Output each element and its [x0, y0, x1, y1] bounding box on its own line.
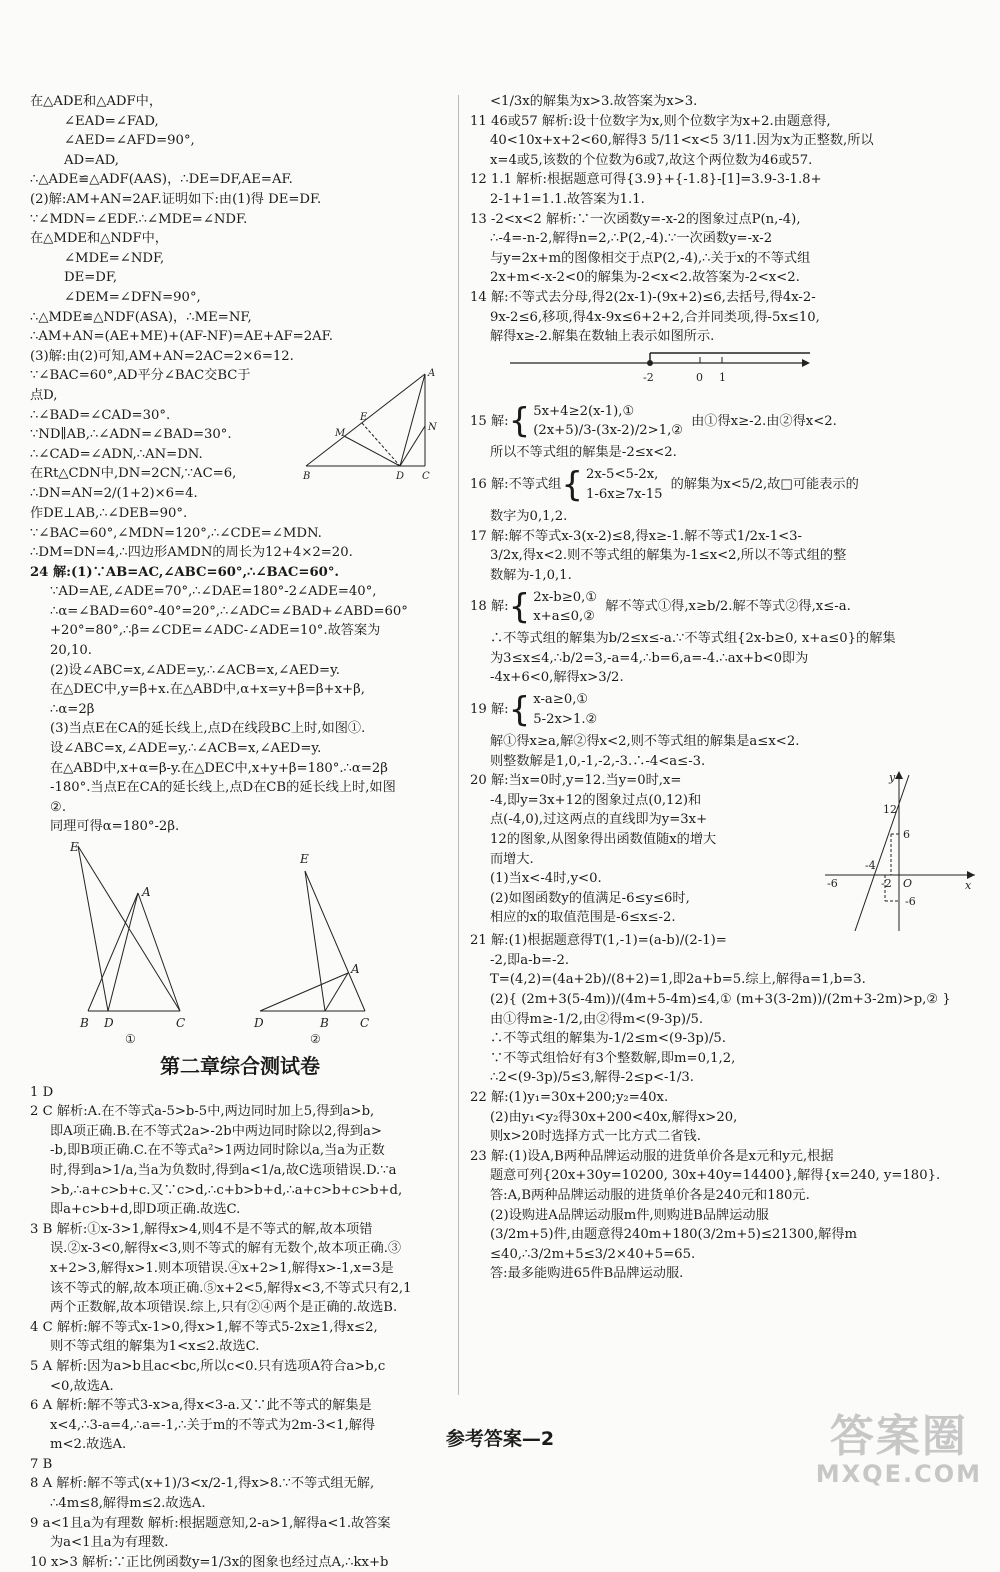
brace-icon: {	[508, 690, 531, 731]
text-line: 即a+c>b+d,即D项正确.故选C.	[50, 1202, 241, 1218]
text-line: ∴∠BAD=∠CAD=30°.	[30, 407, 171, 423]
text-line: 22 解:(1)y₁=30x+200;y₂=40x.	[470, 1090, 669, 1105]
system-lines	[533, 690, 597, 729]
q15-label: 15 解:	[470, 413, 509, 429]
text-line: 8 A 解析:解不等式(x+1)/3<x/2-1,得x>8.∵不等式组无解,	[30, 1476, 375, 1492]
text-line: 11 46或57 解析:设十位数字为x,则个位数字为x+2.由题意得,	[470, 113, 831, 129]
text-line: T=(4,2)=(4a+2b)/(8+2)=1,即2a+b=5.综上,解得a=1,b=3.	[490, 972, 866, 988]
system-lines	[533, 402, 683, 441]
text-line: 而增大.	[490, 851, 534, 867]
q20-text	[470, 771, 825, 931]
tick-label: -4	[865, 859, 876, 873]
text-line: m<2.故选A.	[50, 1437, 127, 1453]
text-line: 20,10.	[50, 643, 92, 659]
text-line: 3 B 解析:①x-3>1,解得x>4,则4不是不等式的解,故本项错	[30, 1221, 373, 1237]
text-line: 数解为-1,0,1.	[490, 567, 572, 583]
label-C: C	[360, 1016, 370, 1030]
axis-label-y: y	[889, 771, 896, 785]
label-D: D	[104, 1016, 114, 1030]
brace-icon: {	[508, 401, 531, 442]
watermark-line: MXQE.COM	[815, 1460, 982, 1488]
text-line: 在△ABD中,x+α=β-y.在△DEC中,x+y+β=180°.∴α=2β	[50, 760, 388, 776]
text-line: 21 解:(1)根据题意得T(1,-1)=(a-b)/(2-1)=	[470, 933, 727, 949]
text-line: 即A项正确.B.在不等式2a>-2b中两边同时除以2,得到a>	[50, 1123, 382, 1139]
q19	[470, 690, 975, 730]
text-line: ∴-4=-n-2,解得n=2,∴P(2,-4).∵一次函数y=-x-2	[490, 231, 773, 247]
label-E: E	[70, 841, 79, 854]
text-line: ∴DN=AN=2/(1+2)×6=4.	[30, 486, 198, 502]
tick-label: -6	[827, 877, 838, 891]
text-line: 点D,	[30, 387, 58, 403]
text-line: 14 解:不等式去分母,得2(2x-1)-(9x+2)≤6,去括号,得4x-2-	[470, 289, 816, 305]
text-line: ∴2<(9-3p)/5≤3,解得-2≤p<-1/3.	[490, 1070, 694, 1086]
text-line: ∵不等式组恰好有3个整数解,即m=0,1,2,	[490, 1050, 736, 1066]
q18-label: 18 解:	[470, 599, 509, 615]
chapter-title: 第二章综合测试卷	[160, 1054, 320, 1078]
text-line: 解①得x≥a,解②得x<2,则不等式组的解集是a≤x<2.	[490, 734, 800, 750]
triangle-figure	[300, 366, 445, 484]
text-line: ∵ND∥AB,∴∠ADN=∠BAD=30°.	[30, 427, 232, 443]
text-line: (2)如图函数y的值满足-6≤y≤6时,	[490, 890, 690, 906]
text-line: 数字为0,1,2.	[490, 508, 568, 524]
text-line: x=4或5,该数的个位数为6或7,故这个两位数为46或57.	[490, 152, 813, 168]
page-footer: 参考答案—2	[445, 1428, 555, 1450]
number-line	[510, 349, 810, 389]
text-line: -2,即a-b=-2.	[490, 952, 570, 968]
text-line: 23 解:(1)设A,B两种品牌运动服的进货单价各是x元和y元,根据	[470, 1148, 834, 1164]
figure-2	[250, 841, 380, 1046]
text-line: 13 -2<x<2 解析:∵一次函数y=-x-2的图象过点P(n,-4),	[470, 211, 801, 227]
tick-label: -2	[881, 877, 892, 891]
text-line: 答:A,B两种品牌运动服的进货单价各是240元和180元.	[490, 1187, 810, 1203]
text-line: 40<10x+x+2<60,解得3 5/11<x<5 3/11.因为x为正整数,所以	[490, 133, 874, 149]
text-line: ∵∠MDN=∠EDF.∴∠MDE=∠NDF.	[30, 211, 248, 227]
system-lines	[586, 465, 663, 504]
text-line: 12 1.1 解析:根据题意可得{3.9}+{-1.8}-[1]=3.9-3-1.8+	[470, 172, 822, 188]
text-line: (2){ (2m+3(5-4m))/(4m+5-4m)≤4,① (m+3(3-2m))/(2m+3-2m)>p,② }	[490, 992, 951, 1008]
text: 由①得x≥-2.由②得x<2.	[691, 413, 837, 429]
text-line: AD=AD,	[64, 152, 119, 168]
text-line: ∴△ADE≌△ADF(AAS)，∴DE=DF,AE=AF.	[30, 172, 293, 188]
text-line: ≤40,∴3/2m+5≤3/2×40+5=65.	[490, 1246, 696, 1262]
text-line: ∴α=∠BAD=60°-40°=20°,∴∠ADC=∠BAD+∠ABD=60°	[50, 603, 408, 619]
text-line: 同理可得α=180°-2β.	[50, 819, 180, 835]
text-line: <0,故选A.	[50, 1378, 114, 1394]
text-line: 10 x>3 解析:∵正比例函数y=1/3x的图象也经过点A,∴kx+b	[30, 1554, 389, 1570]
text-line: (2)解:AM+AN=2AF.证明如下:由(1)得 DE=DF.	[30, 191, 322, 207]
eq: x+a≤0,②	[533, 609, 596, 625]
text-line: 两个正数解,故本项错误.综上,只有②④两个是正确的.故选B.	[50, 1300, 398, 1316]
text-line: ∠MDE=∠NDF,	[64, 250, 165, 266]
text-line: 作DE⊥AB,∴∠DEB=90°.	[30, 505, 188, 521]
brace-icon: {	[561, 464, 583, 505]
text-line: ∴AM+AN=(AE+ME)+(AF-NF)=AE+AF=2AF.	[30, 329, 333, 345]
function-graph	[825, 771, 975, 931]
text-line: 解得x≥-2.解集在数轴上表示如图所示.	[490, 329, 715, 345]
label-C: C	[422, 471, 430, 483]
text-line: -4x+6<0,解得x>3/2.	[490, 670, 624, 686]
label-C: C	[176, 1016, 186, 1030]
figures-row	[30, 841, 450, 1051]
text-line: 则x>20时选择方式一比方式二省钱.	[490, 1129, 701, 1145]
text-line: 20 解:当x=0时,y=12.当y=0时,x=	[470, 773, 682, 789]
text-line: ∴不等式组的解集为-1/2≤m<(9-3p)/5.	[490, 1031, 726, 1047]
label-D: D	[254, 1016, 264, 1030]
system-lines	[533, 588, 597, 627]
label-A: A	[142, 885, 151, 899]
text-line: 在Rt△CDN中,DN=2CN,∵AC=6,	[30, 466, 237, 482]
text-line: (1)当x<-4时,y<0.	[490, 871, 602, 887]
text-line: 17 解:解不等式x-3(x-2)≤8,得x≥-1.解不等式1/2x-1<3-	[470, 528, 803, 544]
q19-label: 19 解:	[470, 702, 509, 718]
right-column	[470, 92, 975, 1284]
text-line: 误.②x-3<0,解得x<3,则不等式的解有无数个,故本项正确.③	[50, 1241, 402, 1257]
q20-row	[470, 771, 975, 931]
text-line: ②.	[50, 799, 67, 815]
tick-label: 6	[903, 828, 910, 842]
text-line: DE=DF,	[64, 270, 118, 286]
q18	[470, 587, 975, 627]
q15	[470, 401, 975, 441]
text-line: ∴∠CAD=∠ADN,∴AN=DN.	[30, 446, 203, 462]
figure-row	[30, 366, 450, 484]
text-line: 则不等式组的解集为1<x≤2.故选C.	[50, 1339, 260, 1355]
label-N: N	[428, 422, 437, 434]
text-line: 由①得m≥-1/2,由②得m<(9-3p)/5.	[490, 1011, 704, 1027]
text-line: 点(-4,0),过这两点的直线即为y=3x+	[490, 812, 708, 828]
text-line: (3)当点E在CA的延长线上,点D在线段BC上时,如图①.	[50, 721, 366, 737]
text-line: 所以不等式组的解集是-2≤x<2.	[490, 445, 677, 461]
text-line: ∴DM=DN=4,∴四边形AMDN的周长为12+4×2=20.	[30, 545, 353, 561]
text-line: 与y=2x+m的图像相交于点P(2,-4),∴关于x的不等式组	[490, 250, 811, 266]
text-line: ∴4m≤8,解得m≤2.故选A.	[50, 1496, 206, 1512]
left-column	[30, 92, 450, 1572]
text-line: -4,即y=3x+12的图象过点(0,12)和	[490, 792, 702, 808]
text-line: 12的图象,从图象得出函数值随x的增大	[490, 832, 717, 848]
text-line: ∴不等式组的解集为b/2≤x≤-a.∵不等式组{2x-b≥0, x+a≤0}的解集	[490, 631, 896, 647]
eq: x-a≥0,①	[533, 692, 589, 708]
text-line: 该不等式的解,故本项正确.⑤x+2<5,解得x<3,不等式只有2,1	[50, 1280, 412, 1296]
text-line: 时,得到a>1/a,当a为负数时,得到a<1/a,故C选项错误.D.∵a	[50, 1162, 397, 1178]
label-B: B	[303, 471, 311, 483]
text-line: ∵∠BAC=60°,AD平分∠BAC交BC于	[30, 368, 251, 384]
q16-label: 16 解:不等式组	[470, 477, 562, 493]
text-line: (2)设购进A品牌运动服m件,则购进B品牌运动服	[490, 1207, 769, 1223]
text-line: 则整数解是1,0,-1,-2,-3.∴-4<a≤-3.	[490, 753, 706, 769]
text-line: -b,即B项正确.C.在不等式a²>1两边同时除以a,当a为正数	[50, 1143, 385, 1159]
text-line: 9 a<1且a为有理数 解析:根据题意知,2-a>1,解得a<1.故答案	[30, 1515, 391, 1531]
tick-label: 1	[719, 370, 726, 384]
label-B: B	[80, 1016, 89, 1030]
text-line: 为3≤x≤4,∴b/2=3,-a=4,∴b=6,a=-4.∴ax+b<0即为	[490, 650, 809, 666]
text-line: ∠EAD=∠FAD,	[64, 113, 159, 129]
text-line: -180°.当点E在CA的延长线上,点D在CB的延长线上时,如图	[50, 780, 396, 796]
text-line: +20°=80°,∴β=∠CDE=∠ADC-∠ADE=10°.故答案为	[50, 623, 381, 639]
text-line: >b,∴a+c>b+c.又∵c>d,∴c+b>b+d,∴a+c>b+c>b+d,	[50, 1182, 403, 1198]
text-line: x<4,∴3-a=4,∴a=-1,∴关于m的不等式为2m-3<1,解得	[50, 1417, 376, 1433]
text: 解不等式①得,x≥b/2.解不等式②得,x≤-a.	[605, 599, 851, 615]
text-line: ∠DEM=∠DFN=90°,	[64, 289, 201, 305]
text-line: (3/2m+5)件,由题意得240m+180(3/2m+5)≤21300,解得m	[490, 1227, 858, 1243]
tick-label: 0	[696, 370, 703, 384]
text-line: ∵∠BAC=60°,∠MDN=120°,∴∠CDE=∠MDN.	[30, 525, 322, 541]
text-line: ∴△MDE≌△NDF(ASA)，∴ME=NF,	[30, 309, 252, 325]
label-A: A	[428, 368, 436, 380]
text-line: 2-1+1=1.1.故答案为1.1.	[490, 191, 645, 207]
label-A: A	[351, 962, 360, 976]
label-E: E	[300, 852, 309, 866]
eq: 5x+4≥2(x-1),①	[533, 403, 635, 419]
q16	[470, 465, 975, 505]
origin-label: O	[903, 877, 913, 891]
text-line: ∵AD=AE,∠ADE=70°,∴∠DAE=180°-2∠ADE=40°,	[50, 584, 377, 600]
axis-label-x: x	[965, 879, 972, 893]
text-line: 2 C 解析:A.在不等式a-5>b-5中,两边同时加上5,得到a>b,	[30, 1104, 375, 1120]
text-line: 在△MDE和△NDF中，	[30, 231, 168, 247]
label-M: M	[335, 428, 346, 440]
text: 的解集为x<5/2,故□可能表示的	[670, 477, 859, 493]
eq: 5-2x>1.②	[533, 712, 598, 728]
label-E: E	[360, 412, 368, 424]
text-line: (3)解:由(2)可知,AM+AN=2AC=2×6=12.	[30, 348, 294, 364]
eq: 2x-b≥0,①	[533, 589, 598, 605]
text-line: (2)由y₁<y₂得30x+200<40x,解得x>20,	[490, 1109, 738, 1125]
label-B: B	[320, 1016, 329, 1030]
tick-label: -6	[905, 895, 916, 909]
text-line: (2)设∠ABC=x,∠ADE=y,∴∠ACB=x,∠AED=y.	[50, 662, 340, 678]
text-line: 相应的x的取值范围是-6≤x≤-2.	[490, 910, 676, 926]
figure-2-label: ②	[310, 1032, 321, 1046]
text-line: 5 A 解析:因为a>b且ac<bc,所以c<0.只有选项A符合a>b,c	[30, 1358, 386, 1374]
text-line: 在△DEC中,y=β+x.在△ABD中,α+x=y+β=β+x+β,	[50, 682, 365, 698]
text-line: 在△ADE和△ADF中，	[30, 94, 163, 109]
eq: 2x-5<5-2x,	[586, 467, 659, 483]
eq: 1-6x≥7x-15	[586, 486, 663, 502]
eq: (2x+5)/3-(3x-2)/2>1,②	[533, 423, 684, 439]
text-line: <1/3x的解集为x>3.故答案为x>3.	[490, 94, 698, 109]
figure-text	[30, 366, 300, 484]
watermark-line: 答案圈	[829, 1411, 968, 1462]
text-line: 4 C 解析:解不等式x-1>0,得x>1,解不等式5-2x≥1,得x≤2,	[30, 1319, 378, 1335]
text-line: ∠AED=∠AFD=90°,	[64, 133, 195, 149]
watermark	[815, 1411, 982, 1488]
text-line: 24 解:(1)∵AB=AC,∠ABC=60°,∴∠BAC=60°.	[30, 564, 340, 580]
tick-label: -2	[643, 370, 654, 384]
brace-icon: {	[508, 587, 531, 628]
text-line: 为a<1且a为有理数.	[50, 1535, 169, 1551]
text-line: 1 D	[30, 1084, 54, 1100]
figure-1-label: ①	[125, 1032, 136, 1046]
text-line: 7 B	[30, 1456, 53, 1472]
text-line: 9x-2≤6,移项,得4x-9x≤6+2+2,合并同类项,得-5x≤10,	[490, 309, 820, 325]
figure-1	[70, 841, 190, 1046]
text-line: 2x+m<-x-2<0的解集为-2<x<2.故答案为-2<x<2.	[490, 270, 800, 286]
text-line: 答:最多能购进65件B品牌运动服.	[490, 1266, 684, 1282]
text-line: 6 A 解析:解不等式3-x>a,得x<3-a.又∵此不等式的解集是	[30, 1398, 372, 1414]
label-D: D	[396, 471, 405, 483]
tick-label: 12	[883, 803, 897, 817]
text-line: ∴α=2β	[50, 701, 95, 717]
text-line: x+2>3,解得x>1.则本项错误.④x+2>1,解得x>-1,x=3是	[50, 1260, 394, 1276]
text-line: 3/2x,得x<2.则不等式组的解集为-1≤x<2,所以不等式组的整	[490, 548, 847, 564]
text-line: 设∠ABC=x,∠ADE=y,∴∠ACB=x,∠AED=y.	[50, 741, 322, 757]
column-divider	[458, 95, 459, 1395]
text-line: 题意可列{20x+30y=10200, 30x+40y=14400},解得{x=240, y=180}.	[490, 1168, 941, 1184]
